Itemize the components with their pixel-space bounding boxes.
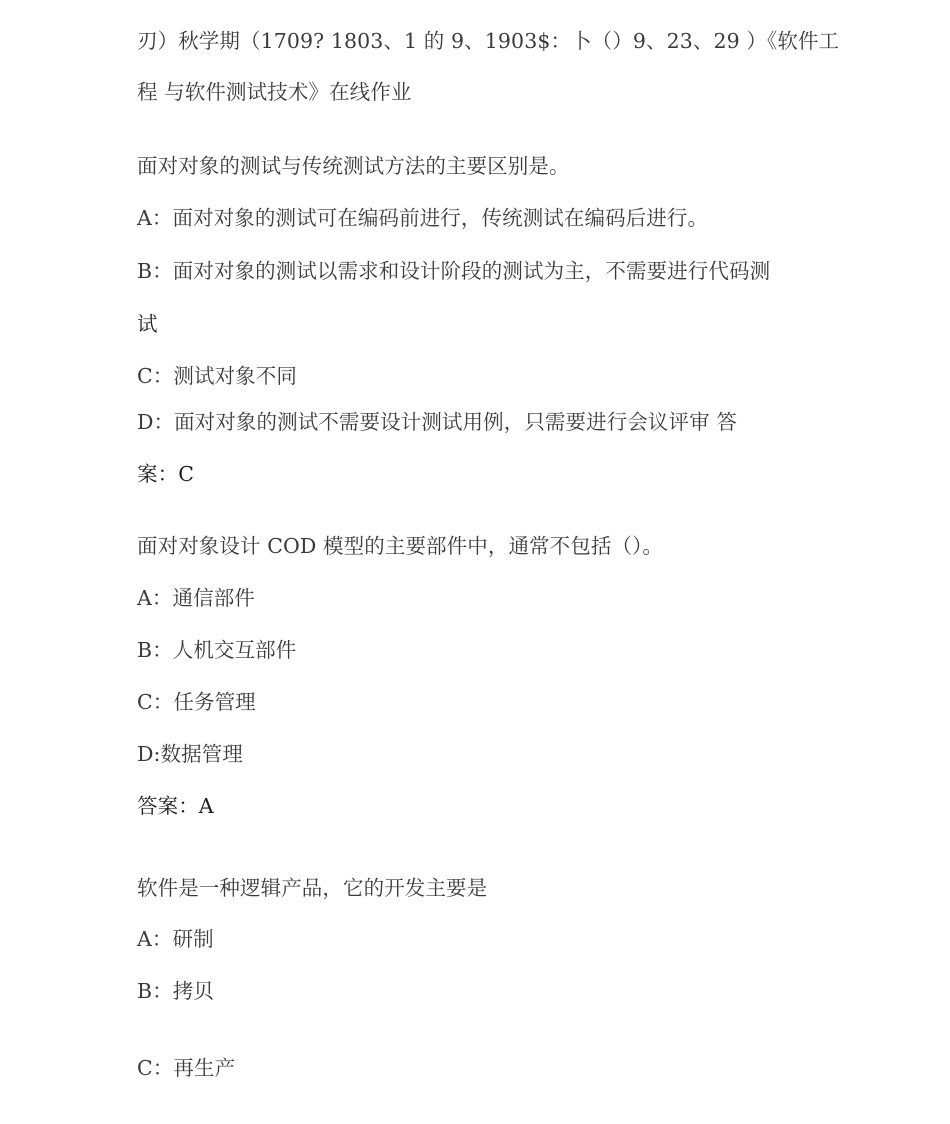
question-2-option-d: D:数据管理 [137,742,243,766]
question-2-option-a: A：通信部件 [137,586,255,610]
question-2-stem: 面对对象设计 COD 模型的主要部件中，通常不包括（）。 [137,534,664,558]
question-3-option-b: B：拷贝 [137,979,214,1003]
question-3-stem: 软件是一种逻辑产品，它的开发主要是 [137,876,488,900]
question-1-option-c: C：测试对象不同 [137,364,297,388]
question-1-option-d: D：面对对象的测试不需要设计测试用例，只需要进行会议评审 答 [137,410,737,434]
question-1-answer: 案：C [137,462,194,486]
question-3-option-c: C：再生产 [137,1056,236,1080]
question-2-answer: 答案：A [137,794,214,818]
document-title-line-1: 刃）秋学期（1709? 1803、1 的 9、1903$：卜（）9、23、29 ）《软件工 [137,29,840,53]
question-2-option-c: C：任务管理 [137,690,256,714]
document-title-line-2: 程 与软件测试技术》在线作业 [137,80,412,104]
question-1-option-b-continued: 试 [137,312,158,336]
question-2-option-b: B：人机交互部件 [137,638,297,662]
question-3-option-a: A：研制 [137,927,214,951]
question-1-option-b: B：面对对象的测试以需求和设计阶段的测试为主，不需要进行代码测 [137,259,771,283]
question-1-option-a: A：面对对象的测试可在编码前进行，传统测试在编码后进行。 [137,206,709,230]
question-1-stem: 面对对象的测试与传统测试方法的主要区别是。 [137,154,570,178]
